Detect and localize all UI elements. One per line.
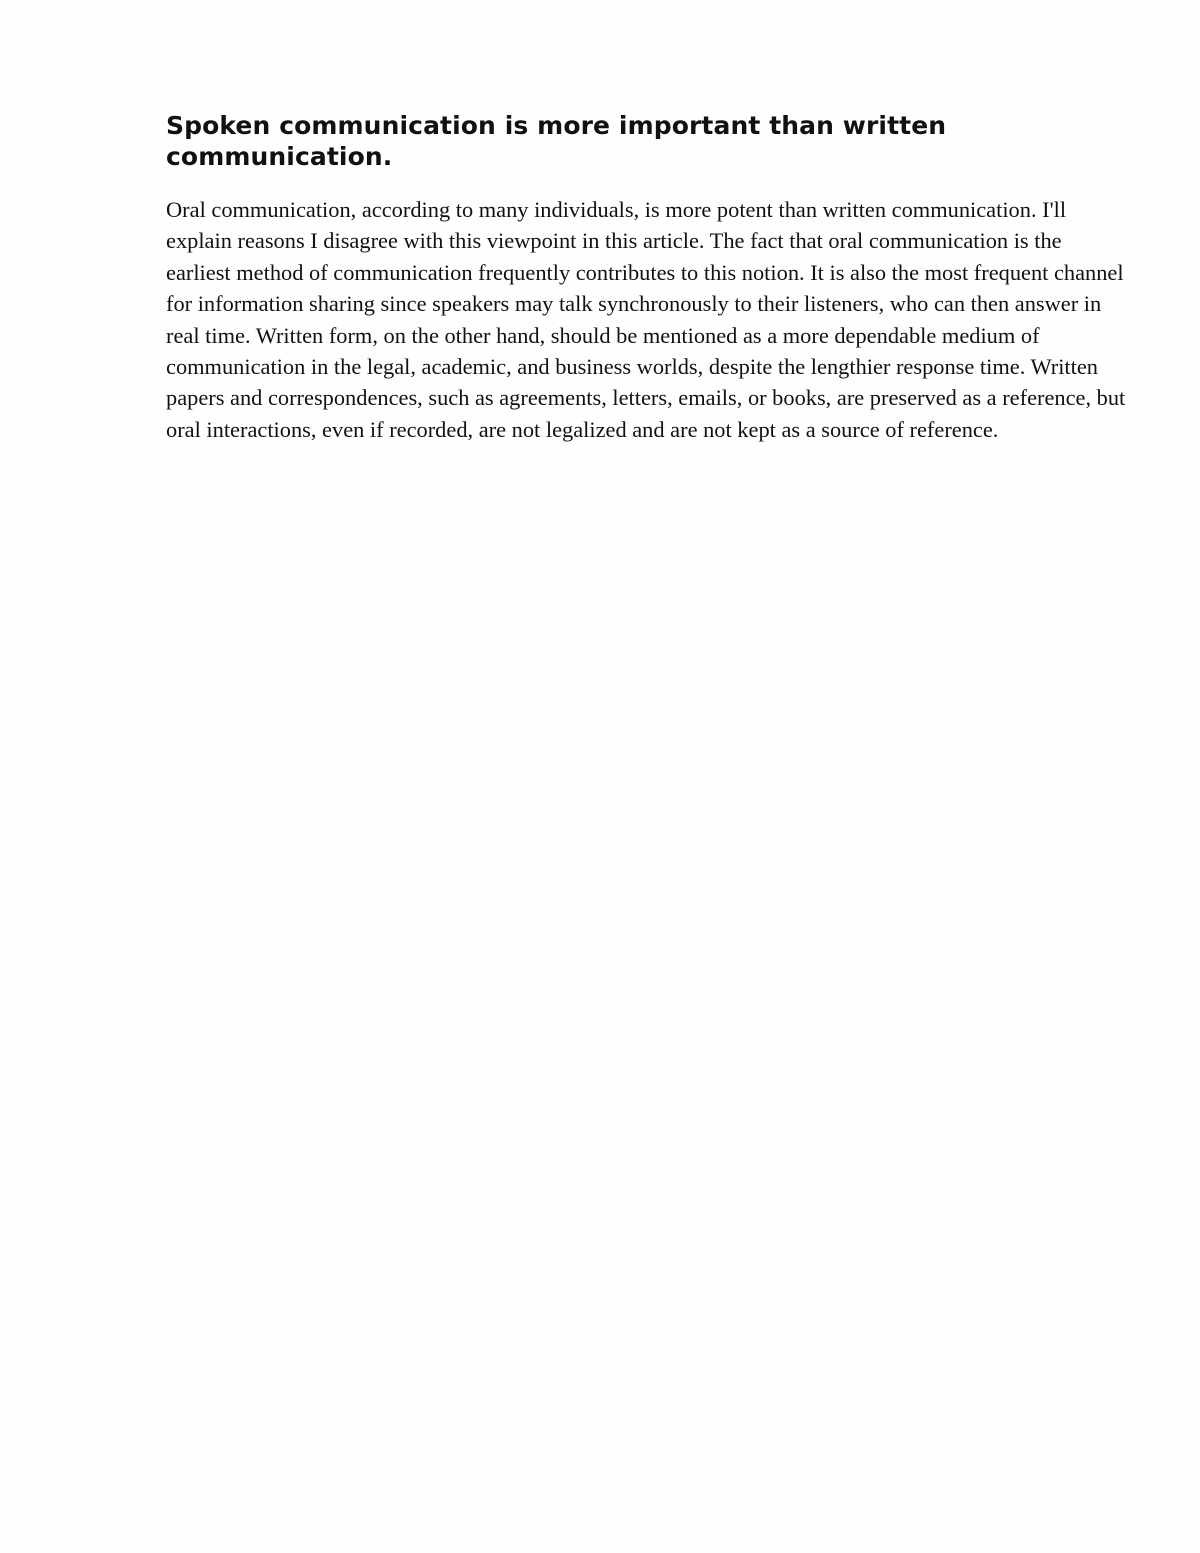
document-content xyxy=(166,110,1126,445)
document-title: Spoken communication is more important than written communication. xyxy=(166,111,947,171)
document-paragraph: Oral communication, according to many individuals, is more potent than written communication. I'll explain reasons I disagree with this viewpoint in this article. The fact that oral communication is the earliest method of communication frequently contributes to this notion. It is also the most frequent channel for information sharing since speakers may talk synchronously to their listeners, who can then answer in real time. Written form, on the other hand, should be mentioned as a more dependable medium of communication in the legal, academic, and business worlds, despite the lengthier response time. Written papers and correspondences, such as agreements, letters, emails, or books, are preserved as a reference, but oral interactions, even if recorded, are not legalized and are not kept as a source of reference. xyxy=(166,197,1126,442)
